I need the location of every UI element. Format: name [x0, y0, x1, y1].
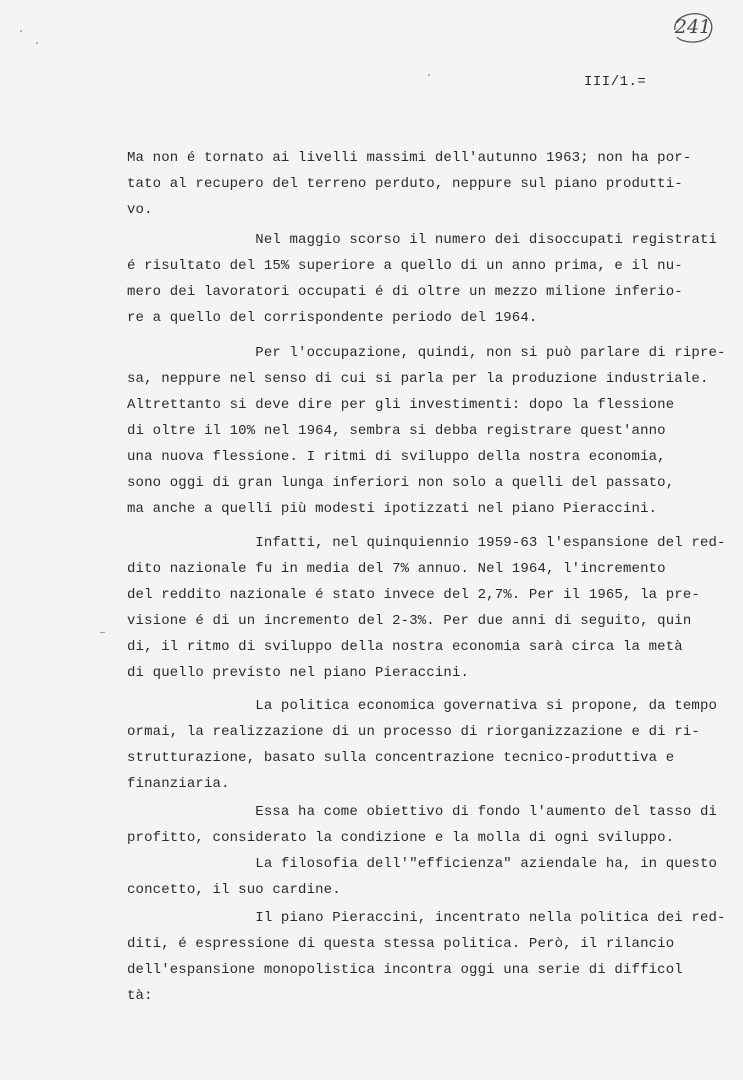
- speck: [428, 74, 430, 76]
- text-line: concetto, il suo cardine.: [127, 882, 341, 898]
- text-line: di quello previsto nel piano Pieraccini.: [127, 665, 470, 681]
- text-line: La politica economica governativa si propone, da tempo: [127, 698, 718, 714]
- text-line: Essa ha come obiettivo di fondo l'aumento del tasso di: [127, 804, 718, 820]
- text-line: é risultato del 15% superiore a quello di un anno prima, e il nu-: [127, 258, 683, 274]
- speck: [36, 42, 38, 44]
- text-line: tato al recupero del terreno perduto, neppure sul piano produtti-: [127, 176, 683, 192]
- text-line: vo.: [127, 202, 153, 218]
- text-line: mero dei lavoratori occupati é di oltre un mezzo milione inferio-: [127, 284, 683, 300]
- page-number: III/1.=: [584, 74, 647, 90]
- text-line: strutturazione, basato sulla concentrazione tecnico-produttiva e: [127, 750, 675, 766]
- speck: [20, 30, 22, 32]
- text-line: visione é di un incremento del 2-3%. Per due anni di seguito, quin: [127, 613, 692, 629]
- text-line: di, il ritmo di sviluppo della nostra economia sarà circa la metà: [127, 639, 683, 655]
- text-line: profitto, considerato la condizione e la molla di ogni sviluppo.: [127, 830, 675, 846]
- text-line: Ma non é tornato ai livelli massimi dell'autunno 1963; non ha por-: [127, 150, 692, 166]
- text-line: Il piano Pieraccini, incentrato nella politica dei red-: [127, 910, 726, 926]
- text-line: Infatti, nel quinquiennio 1959-63 l'espansione del red-: [127, 535, 726, 551]
- text-line: ma anche a quelli più modesti ipotizzati nel piano Pieraccini.: [127, 501, 658, 517]
- text-line: dell'espansione monopolistica incontra oggi una serie di difficol: [127, 962, 683, 978]
- text-line: sono oggi di gran lunga inferiori non solo a quelli del passato,: [127, 475, 675, 491]
- text-line: del reddito nazionale é stato invece del 2,7%. Per il 1965, la pre-: [127, 587, 700, 603]
- text-line: re a quello del corrispondente periodo del 1964.: [127, 310, 538, 326]
- text-line: sa, neppure nel senso di cui si parla per la produzione industriale.: [127, 371, 709, 387]
- text-line: ormai, la realizzazione di un processo di riorganizzazione e di ri-: [127, 724, 700, 740]
- text-line: Nel maggio scorso il numero dei disoccupati registrati: [127, 232, 718, 248]
- text-line: dito nazionale fu in media del 7% annuo. Nel 1964, l'incremento: [127, 561, 666, 577]
- text-line: diti, é espressione di questa stessa politica. Però, il rilancio: [127, 936, 675, 952]
- text-line: Altrettanto si deve dire per gli investimenti: dopo la flessione: [127, 397, 675, 413]
- text-line: finanziaria.: [127, 776, 230, 792]
- text-line: Per l'occupazione, quindi, non si può parlare di ripre-: [127, 345, 726, 361]
- text-line: tà:: [127, 988, 153, 1004]
- speck: [100, 632, 105, 633]
- text-line: La filosofia dell'"efficienza" aziendale ha, in questo: [127, 856, 718, 872]
- text-line: di oltre il 10% nel 1964, sembra si debba registrare quest'anno: [127, 423, 666, 439]
- page-stamp-number: 241: [674, 16, 712, 38]
- text-line: una nuova flessione. I ritmi di sviluppo della nostra economia,: [127, 449, 666, 465]
